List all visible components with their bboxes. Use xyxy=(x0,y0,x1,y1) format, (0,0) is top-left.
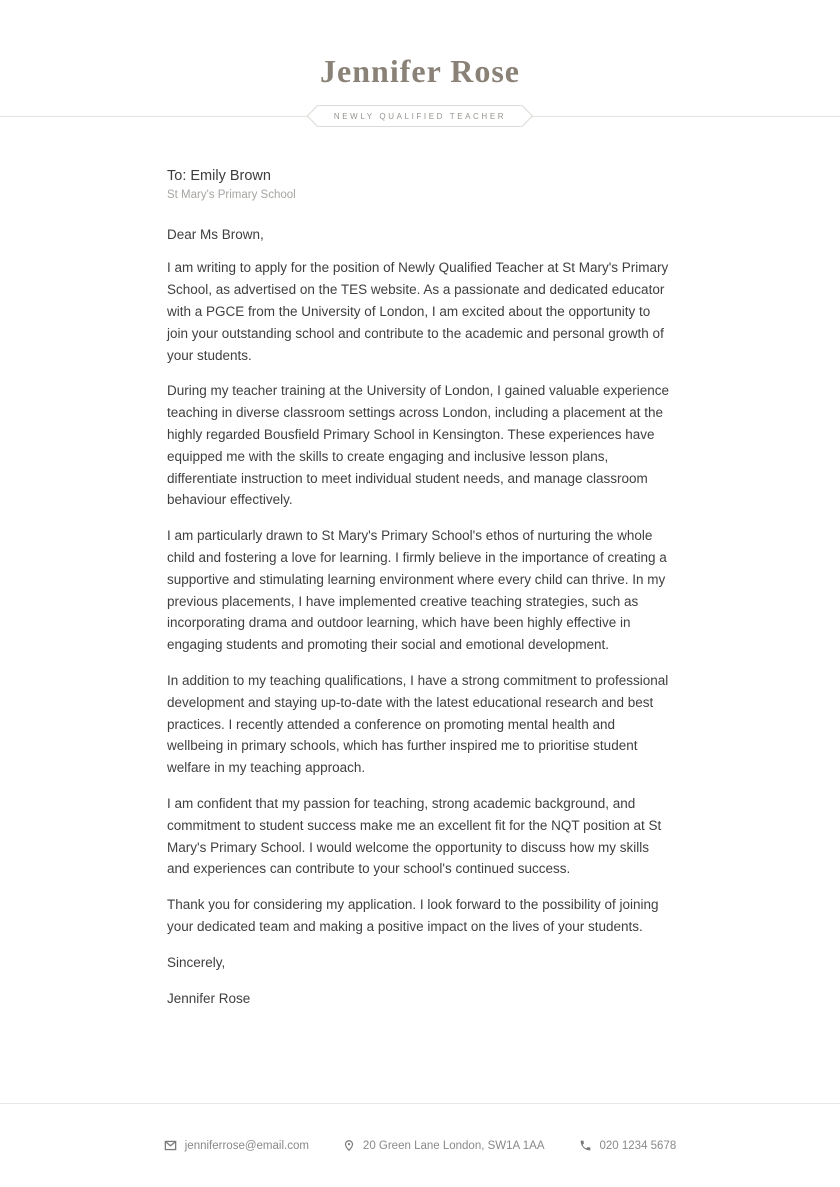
footer-phone-text: 020 1234 5678 xyxy=(599,1139,677,1152)
letter-paragraph: During my teacher training at the University of London, I gained valuable experience teaching in diverse classroom settings across London, including a placement at the highly regarded Bousfield Primary School in Kensington. These experiences have equipped me with the skills to create engaging and inclusive lesson plans, differentiate instruction to meet individual student needs, and manage classroom behaviour effectively. xyxy=(167,383,670,508)
letter-paragraph: I am confident that my passion for teaching, strong academic background, and commitment to student success make me an excellent fit for the NQT position at St Mary's Primary School. I would welcome the opportunity to discuss how my skills and experiences can contribute to your school's continued success. xyxy=(167,795,662,877)
map-pin-icon xyxy=(343,1139,355,1152)
envelope-icon xyxy=(164,1139,177,1152)
footer-phone xyxy=(579,1139,677,1152)
job-title-badge xyxy=(318,105,522,127)
job-title-label: NEWLY QUALIFIED TEACHER xyxy=(333,112,507,122)
footer-address xyxy=(343,1139,545,1152)
footer-email-text: jenniferrose@email.com xyxy=(184,1139,309,1152)
recipient-organization: St Mary's Primary School xyxy=(167,189,296,202)
letter-header xyxy=(0,0,840,90)
contact-footer xyxy=(0,1103,840,1187)
phone-icon xyxy=(579,1139,592,1152)
letter-paragraph: In addition to my teaching qualifications, I have a strong commitment to professional development and staying up-to-date with the latest educational research and best practices. I recently attended a conference on promoting mental health and wellbeing in primary schools, which has further inspired me to prioritise student welfare in my teaching approach. xyxy=(167,672,669,776)
recipient-name: To: Emily Brown xyxy=(167,168,271,185)
letter-paragraph: I am writing to apply for the position of Newly Qualified Teacher at St Mary's Primary School, as advertised on the TES website. As a passionate and dedicated educator with a PGCE from the University of London, I am excited about the opportunity to join your outstanding school and contribute to the academic and personal growth of your students. xyxy=(167,260,669,363)
footer-address-text: 20 Green Lane London, SW1A 1AA xyxy=(362,1139,545,1152)
footer-email xyxy=(164,1139,309,1152)
recipient-block xyxy=(167,168,673,201)
title-badge-row xyxy=(0,104,840,128)
letter-paragraph: I am particularly drawn to St Mary's Primary School's ethos of nurturing the whole child and fostering a love for learning. I firmly believe in the importance of creating a supportive and stimulating learning environment where every child can thrive. In my previous placements, I have implemented creative teaching strategies, such as incorporating drama and outdoor learning, which have been highly effective in engaging students and promoting their social and emotional development. xyxy=(167,528,667,653)
letter-body xyxy=(167,168,673,1009)
letter-paragraph: Thank you for considering my application. I look forward to the possibility of joining your dedicated team and making a positive impact on the lives of your students. xyxy=(167,897,659,934)
salutation: Dear Ms Brown, xyxy=(167,227,264,243)
signature-name: Jennifer Rose xyxy=(167,990,251,1006)
closing: Sincerely, xyxy=(167,954,226,970)
applicant-name: Jennifer Rose xyxy=(320,53,520,89)
